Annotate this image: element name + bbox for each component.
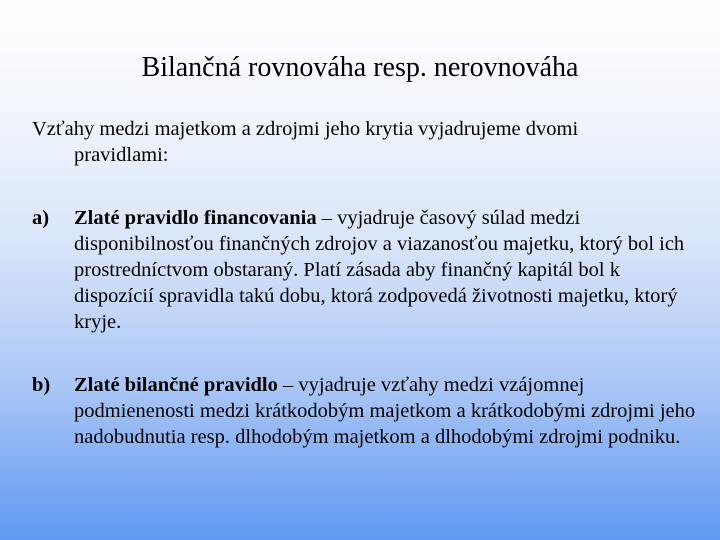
list-item-golden-balance-rule [32, 372, 702, 450]
rule-description: – vyjadruje vzťahy medzi vzájomnej podmienenosti medzi krátkodobým majetkom a krátkodobými zdrojmi jeho nadobudnutia resp. dlhodobým majetkom a dlhodobými zdrojmi podniku. [74, 374, 696, 448]
intro-second-line: pravidlami: [74, 144, 169, 166]
list-marker: a) [32, 207, 50, 229]
intro-first-line: Vzťahy medzi majetkom a zdrojmi jeho krytia vyjadrujeme dvomi [32, 118, 579, 140]
slide-title: Bilančná rovnováha resp. nerovnováha [141, 52, 579, 83]
rule-term: Zlaté bilančné pravidlo [74, 374, 278, 396]
intro-paragraph [32, 116, 702, 168]
rule-description: – vyjadruje časový súlad medzi disponibilnosťou finančných zdrojov a viazanosťou majetku, ktorý bol ich prostredníctvom obstaraný. Platí zásada aby finančný kapitál bol k dispozícií spravidla takú dobu, ktorá zodpovedá životnosti majetku, ktorý kryje. [74, 207, 685, 333]
rule-term: Zlaté pravidlo financovania [74, 207, 317, 229]
list-item-golden-financing-rule [32, 205, 702, 335]
list-marker: b) [32, 374, 51, 396]
list-item-body [32, 372, 702, 450]
list-item-body [32, 205, 702, 335]
